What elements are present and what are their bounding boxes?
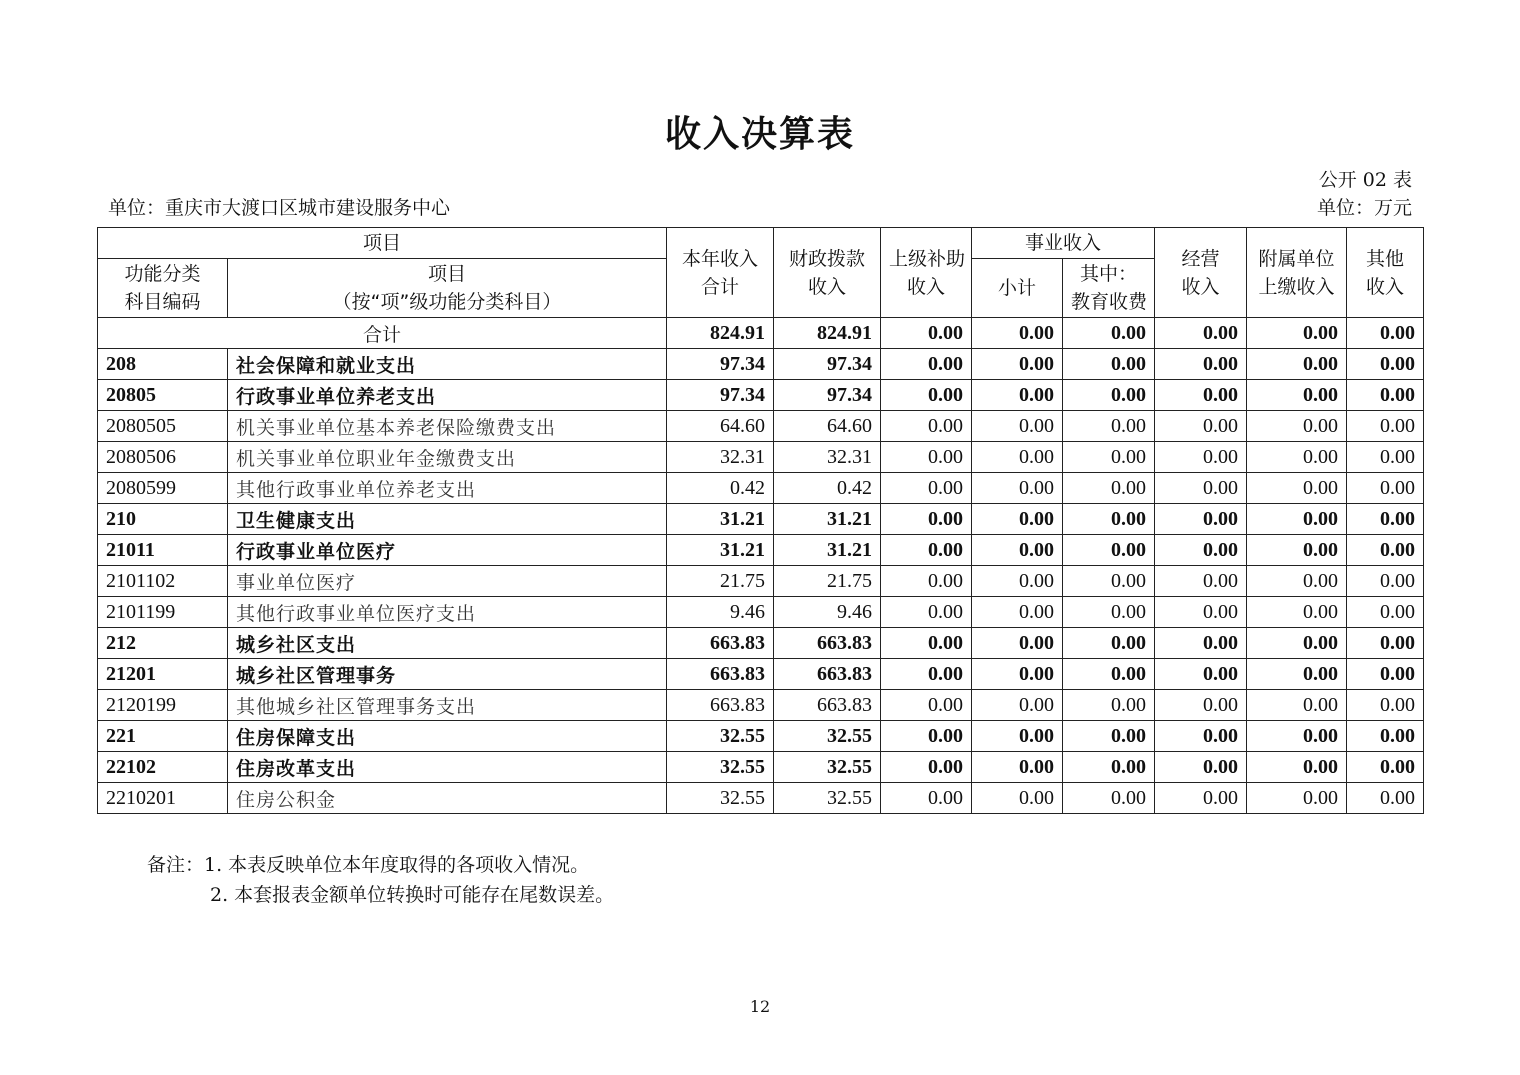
row-value: 0.00: [881, 597, 972, 628]
table-row: [98, 504, 1424, 535]
row-value: 0.00: [1247, 690, 1347, 721]
row-code: 2120199: [98, 690, 228, 721]
row-code: 2080506: [98, 442, 228, 473]
row-value: 0.00: [1347, 628, 1424, 659]
header-name: 项目 （按“项”级功能分类科目）: [228, 259, 667, 318]
header-item: 项目: [98, 228, 667, 259]
row-value: 0.00: [881, 535, 972, 566]
row-value: 0.00: [1247, 504, 1347, 535]
row-value: 0.00: [881, 380, 972, 411]
row-value: 32.55: [667, 721, 774, 752]
row-value: 0.00: [881, 659, 972, 690]
note-line-1: 备注：1. 本表反映单位本年度取得的各项收入情况。: [147, 854, 590, 876]
row-value: 0.00: [881, 628, 972, 659]
row-value: 64.60: [774, 411, 881, 442]
table-row: [98, 628, 1424, 659]
table-row: [98, 659, 1424, 690]
row-code: 2210201: [98, 783, 228, 814]
row-name: 行政事业单位养老支出: [228, 380, 667, 411]
row-value: 9.46: [774, 597, 881, 628]
row-code: 21201: [98, 659, 228, 690]
row-value: 31.21: [774, 535, 881, 566]
row-value: 0.00: [1247, 473, 1347, 504]
total-value: 824.91: [774, 318, 881, 349]
row-value: 0.00: [972, 721, 1063, 752]
row-value: 0.00: [881, 411, 972, 442]
header-code: 功能分类 科目编码: [98, 259, 228, 318]
row-value: 0.00: [881, 349, 972, 380]
row-value: 32.55: [774, 721, 881, 752]
row-name: 卫生健康支出: [228, 504, 667, 535]
row-value: 0.00: [1063, 690, 1155, 721]
header-edu: 其中： 教育收费: [1063, 259, 1155, 318]
row-value: 32.55: [774, 752, 881, 783]
row-value: 31.21: [774, 504, 881, 535]
currency-unit: 单位：万元: [1316, 197, 1412, 219]
row-value: 0.00: [1247, 783, 1347, 814]
row-value: 0.00: [1155, 535, 1247, 566]
row-value: 0.00: [1247, 442, 1347, 473]
row-value: 0.00: [1247, 411, 1347, 442]
row-value: 0.00: [972, 659, 1063, 690]
row-code: 2080599: [98, 473, 228, 504]
row-value: 0.00: [1155, 628, 1247, 659]
note-line-2: 2. 本套报表金额单位转换时可能存在尾数误差。: [210, 884, 615, 906]
row-value: 0.00: [1347, 473, 1424, 504]
row-name: 城乡社区管理事务: [228, 659, 667, 690]
row-value: 0.00: [1347, 535, 1424, 566]
notes: [147, 850, 614, 910]
table-row: [98, 752, 1424, 783]
row-code: 2080505: [98, 411, 228, 442]
row-value: 0.00: [1063, 473, 1155, 504]
row-code: 22102: [98, 752, 228, 783]
row-name: 其他行政事业单位养老支出: [228, 473, 667, 504]
row-value: 0.00: [1247, 597, 1347, 628]
total-value: 0.00: [1155, 318, 1247, 349]
row-code: 2101199: [98, 597, 228, 628]
header-total: 本年收入 合计: [667, 228, 774, 318]
row-value: 0.00: [1155, 504, 1247, 535]
row-value: 0.00: [1063, 380, 1155, 411]
row-value: 0.00: [881, 721, 972, 752]
row-code: 210: [98, 504, 228, 535]
row-value: 0.00: [972, 349, 1063, 380]
row-value: 0.00: [1247, 349, 1347, 380]
row-value: 663.83: [774, 659, 881, 690]
row-value: 0.00: [1247, 721, 1347, 752]
row-value: 0.00: [1063, 783, 1155, 814]
row-name: 行政事业单位医疗: [228, 535, 667, 566]
row-name: 住房保障支出: [228, 721, 667, 752]
row-value: 0.00: [1247, 535, 1347, 566]
header-fiscal: 财政拨款 收入: [774, 228, 881, 318]
row-value: 0.00: [972, 597, 1063, 628]
row-value: 0.42: [667, 473, 774, 504]
total-value: 0.00: [881, 318, 972, 349]
header-business: 事业收入: [972, 228, 1155, 259]
table-row: [98, 349, 1424, 380]
row-value: 32.55: [667, 783, 774, 814]
row-name: 其他行政事业单位医疗支出: [228, 597, 667, 628]
row-value: 0.00: [1347, 380, 1424, 411]
total-value: 0.00: [1063, 318, 1155, 349]
row-value: 64.60: [667, 411, 774, 442]
row-value: 0.00: [1347, 659, 1424, 690]
row-value: 0.00: [1155, 349, 1247, 380]
row-name: 社会保障和就业支出: [228, 349, 667, 380]
row-name: 机关事业单位职业年金缴费支出: [228, 442, 667, 473]
row-value: 0.00: [1155, 690, 1247, 721]
row-value: 0.00: [1347, 411, 1424, 442]
row-value: 0.00: [972, 752, 1063, 783]
row-value: 0.00: [1063, 597, 1155, 628]
row-value: 0.00: [1155, 442, 1247, 473]
total-label: 合计: [98, 318, 667, 349]
row-value: 0.00: [1063, 411, 1155, 442]
table-row: [98, 783, 1424, 814]
row-value: 0.00: [881, 783, 972, 814]
row-value: 21.75: [774, 566, 881, 597]
row-value: 0.00: [1155, 597, 1247, 628]
row-value: 0.00: [972, 783, 1063, 814]
row-value: 0.00: [1247, 752, 1347, 783]
row-value: 0.00: [1247, 566, 1347, 597]
total-value: 0.00: [1247, 318, 1347, 349]
table-row: [98, 380, 1424, 411]
table-row: [98, 721, 1424, 752]
row-value: 0.00: [1063, 721, 1155, 752]
row-code: 208: [98, 349, 228, 380]
row-value: 0.00: [1247, 380, 1347, 411]
row-code: 20805: [98, 380, 228, 411]
row-value: 0.00: [972, 380, 1063, 411]
row-value: 0.00: [1347, 783, 1424, 814]
row-value: 0.00: [1155, 473, 1247, 504]
table-row: [98, 690, 1424, 721]
row-value: 0.00: [1347, 442, 1424, 473]
row-value: 663.83: [774, 690, 881, 721]
row-value: 0.00: [1347, 597, 1424, 628]
table-row: [98, 535, 1424, 566]
row-value: 0.00: [972, 442, 1063, 473]
row-value: 0.00: [1063, 442, 1155, 473]
row-value: 0.00: [972, 535, 1063, 566]
table-row: [98, 411, 1424, 442]
row-value: 0.00: [1155, 659, 1247, 690]
row-value: 0.00: [881, 504, 972, 535]
row-value: 0.00: [972, 690, 1063, 721]
row-value: 0.00: [1347, 721, 1424, 752]
row-name: 机关事业单位基本养老保险缴费支出: [228, 411, 667, 442]
row-value: 0.00: [1247, 628, 1347, 659]
row-value: 31.21: [667, 535, 774, 566]
row-value: 0.00: [1347, 690, 1424, 721]
row-value: 9.46: [667, 597, 774, 628]
row-value: 0.00: [1063, 349, 1155, 380]
page-number: 12: [749, 997, 771, 1016]
table-row: [98, 597, 1424, 628]
row-value: 97.34: [667, 380, 774, 411]
row-value: 0.00: [1063, 752, 1155, 783]
row-value: 0.00: [1155, 380, 1247, 411]
row-value: 0.00: [972, 628, 1063, 659]
row-value: 663.83: [774, 628, 881, 659]
row-value: 0.00: [1347, 566, 1424, 597]
row-code: 21011: [98, 535, 228, 566]
table-row: [98, 566, 1424, 597]
header-affiliated: 附属单位 上缴收入: [1247, 228, 1347, 318]
total-value: 824.91: [667, 318, 774, 349]
row-value: 0.00: [1063, 659, 1155, 690]
total-row: [98, 318, 1424, 349]
row-value: 0.00: [1063, 504, 1155, 535]
row-code: 221: [98, 721, 228, 752]
row-value: 0.00: [972, 504, 1063, 535]
income-table: [97, 227, 1424, 814]
table-row: [98, 473, 1424, 504]
row-value: 97.34: [774, 349, 881, 380]
row-value: 0.00: [1347, 752, 1424, 783]
row-value: 0.00: [1155, 566, 1247, 597]
total-value: 0.00: [972, 318, 1063, 349]
organization-unit: 单位：重庆市大渡口区城市建设服务中心: [108, 197, 451, 219]
row-value: 32.31: [774, 442, 881, 473]
header-superior: 上级补助 收入: [881, 228, 972, 318]
row-value: 0.00: [1347, 349, 1424, 380]
row-value: 0.00: [1063, 628, 1155, 659]
row-value: 663.83: [667, 690, 774, 721]
row-value: 663.83: [667, 628, 774, 659]
row-value: 32.31: [667, 442, 774, 473]
row-value: 0.00: [1155, 721, 1247, 752]
row-name: 城乡社区支出: [228, 628, 667, 659]
row-value: 21.75: [667, 566, 774, 597]
row-value: 0.00: [881, 566, 972, 597]
row-value: 0.00: [1155, 752, 1247, 783]
total-value: 0.00: [1347, 318, 1424, 349]
header-subtotal: 小计: [972, 259, 1063, 318]
row-value: 97.34: [774, 380, 881, 411]
row-name: 其他城乡社区管理事务支出: [228, 690, 667, 721]
row-code: 212: [98, 628, 228, 659]
row-value: 0.00: [881, 690, 972, 721]
row-code: 2101102: [98, 566, 228, 597]
row-value: 0.00: [1347, 504, 1424, 535]
row-value: 97.34: [667, 349, 774, 380]
row-value: 0.00: [972, 566, 1063, 597]
header-operating: 经营 收入: [1155, 228, 1247, 318]
row-value: 0.00: [1063, 566, 1155, 597]
row-value: 0.42: [774, 473, 881, 504]
row-value: 31.21: [667, 504, 774, 535]
row-value: 0.00: [972, 411, 1063, 442]
row-name: 住房改革支出: [228, 752, 667, 783]
row-value: 0.00: [881, 473, 972, 504]
page-title: 收入决算表: [664, 114, 855, 155]
form-number: 公开 02 表: [1318, 169, 1412, 191]
header-other: 其他 收入: [1347, 228, 1424, 318]
row-name: 住房公积金: [228, 783, 667, 814]
row-value: 663.83: [667, 659, 774, 690]
row-value: 0.00: [1155, 411, 1247, 442]
row-value: 0.00: [881, 752, 972, 783]
row-value: 0.00: [1155, 783, 1247, 814]
table-row: [98, 442, 1424, 473]
row-name: 事业单位医疗: [228, 566, 667, 597]
row-value: 0.00: [881, 442, 972, 473]
row-value: 32.55: [774, 783, 881, 814]
row-value: 32.55: [667, 752, 774, 783]
row-value: 0.00: [972, 473, 1063, 504]
row-value: 0.00: [1247, 659, 1347, 690]
row-value: 0.00: [1063, 535, 1155, 566]
